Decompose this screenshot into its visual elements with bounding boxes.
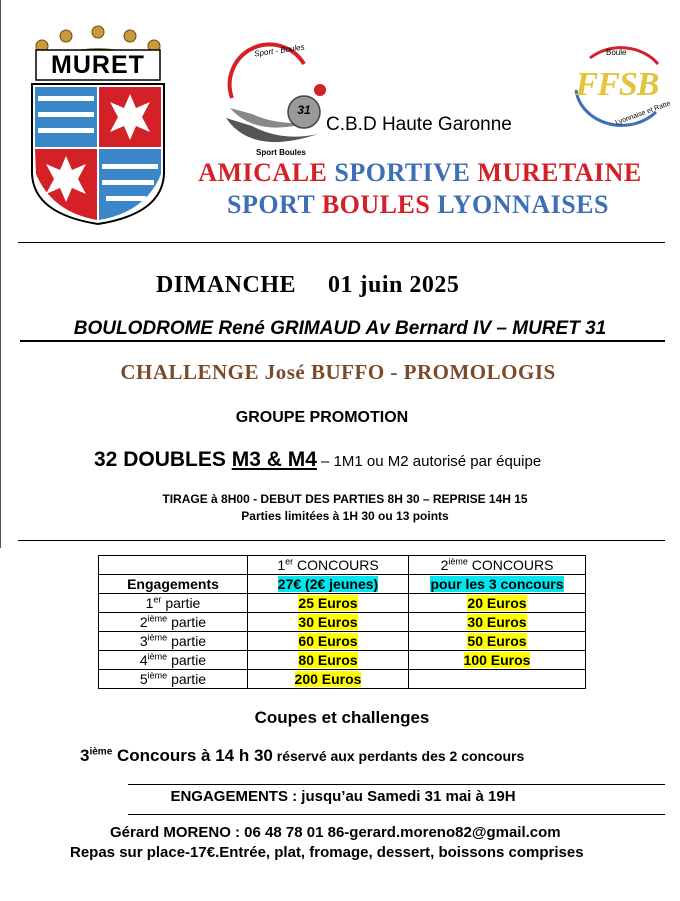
doubles-category: M3 & M4	[231, 448, 317, 471]
event-day: DIMANCHE	[156, 272, 296, 298]
event-date	[156, 272, 459, 299]
engagements-deadline: ENGAGEMENTS : jusqu’au Samedi 31 mai à 19H	[170, 788, 516, 805]
contact-line: Gérard MORENO : 06 48 78 01 86-gerard.moreno82@gmail.com	[110, 824, 561, 841]
third-concours-note: réservé aux perdants des 2 concours	[272, 748, 525, 764]
divider-footer2	[128, 814, 665, 815]
challenge-title: CHALLENGE José BUFFO - PROMOLOGIS	[120, 360, 556, 384]
round-label: 5ième partie	[99, 670, 248, 689]
third-concours-main: Concours à 14 h 30	[112, 746, 273, 765]
round-prize-concours1: 80 Euros	[248, 651, 409, 670]
club-title-line1	[150, 158, 680, 188]
cbd-haute-garonne-text: C.B.D Haute Garonne	[326, 114, 512, 135]
engagement-label: Engagements	[99, 575, 248, 594]
doubles-main: 32 DOUBLES	[94, 448, 232, 471]
table-row	[99, 632, 586, 651]
schedule-line1: TIRAGE à 8H00 - DEBUT DES PARTIES 8H 30 – REPRISE 14H 15	[162, 492, 528, 506]
ffsb-logo-text: FFSB	[575, 66, 659, 103]
round-prize-concours1: 30 Euros	[248, 613, 409, 632]
divider-top	[18, 242, 665, 243]
engagement-concours1: 27€ (2€ jeunes)	[248, 575, 409, 594]
round-prize-concours2: 50 Euros	[409, 632, 586, 651]
table-header-concours2: 2ième CONCOURS	[409, 556, 586, 575]
doubles-note: – 1M1 ou M2 autorisé par équipe	[316, 453, 542, 470]
table-row	[99, 651, 586, 670]
event-date-full: 01 juin 2025	[328, 272, 460, 298]
title-word-boules: BOULES	[321, 190, 438, 219]
title-word-sport: SPORT	[227, 190, 322, 219]
sport-boules-logo-bottom: Sport Boules	[256, 148, 306, 157]
ffsb-logo-bottom: Lyonnaise et Ratte	[614, 100, 672, 127]
schedule-line2: Parties limitées à 1H 30 ou 13 points	[241, 509, 449, 523]
round-label: 4ième partie	[99, 651, 248, 670]
left-margin-line	[0, 0, 1, 548]
table-row	[99, 594, 586, 613]
title-word-muretaine: MURETAINE	[477, 158, 642, 187]
event-venue: BOULODROME René GRIMAUD Av Bernard IV – MURET 31	[73, 318, 607, 339]
round-prize-concours2: 100 Euros	[409, 651, 586, 670]
club-title-line2	[150, 190, 680, 220]
group-title: GROUPE PROMOTION	[235, 409, 409, 426]
round-label: 3ième partie	[99, 632, 248, 651]
sport-boules-31-logo	[212, 38, 336, 162]
round-prize-concours2: 30 Euros	[409, 613, 586, 632]
sport-boules-logo-top: Sport - Boules	[253, 42, 306, 59]
round-prize-concours2	[409, 670, 586, 689]
prize-table	[98, 555, 586, 689]
muret-logo-text: MURET	[51, 51, 145, 79]
third-concours-num: 3	[80, 746, 90, 765]
ffsb-logo	[562, 40, 672, 132]
round-prize-concours2: 20 Euros	[409, 594, 586, 613]
round-label: 1er partie	[99, 594, 248, 613]
meal-line: Repas sur place-17€.Entrée, plat, fromage, dessert, boissons comprises	[70, 844, 584, 861]
divider-footer1	[128, 784, 665, 785]
title-word-sportive: SPORTIVE	[334, 158, 478, 187]
ffsb-logo-top: Boule	[606, 48, 627, 57]
round-label: 2ième partie	[99, 613, 248, 632]
engagement-concours2: pour les 3 concours	[409, 575, 586, 594]
doubles-line	[94, 448, 541, 472]
venue-underline	[20, 340, 665, 342]
round-prize-concours1: 25 Euros	[248, 594, 409, 613]
title-word-amicale: AMICALE	[198, 158, 335, 187]
round-prize-concours1: 60 Euros	[248, 632, 409, 651]
cups-title: Coupes et challenges	[254, 708, 430, 727]
round-prize-concours1: 200 Euros	[248, 670, 409, 689]
sport-boules-logo-number: 31	[297, 103, 311, 117]
table-header-concours1: 1er CONCOURS	[248, 556, 409, 575]
table-row	[99, 613, 586, 632]
third-concours-line	[80, 746, 524, 766]
table-row	[99, 670, 586, 689]
divider-mid	[18, 540, 665, 541]
table-header-empty	[99, 556, 248, 575]
third-concours-sup: ième	[89, 746, 113, 758]
title-word-lyonnaises: LYONNAISES	[437, 190, 609, 219]
table-header-row	[99, 556, 586, 575]
table-row-engagement	[99, 575, 586, 594]
